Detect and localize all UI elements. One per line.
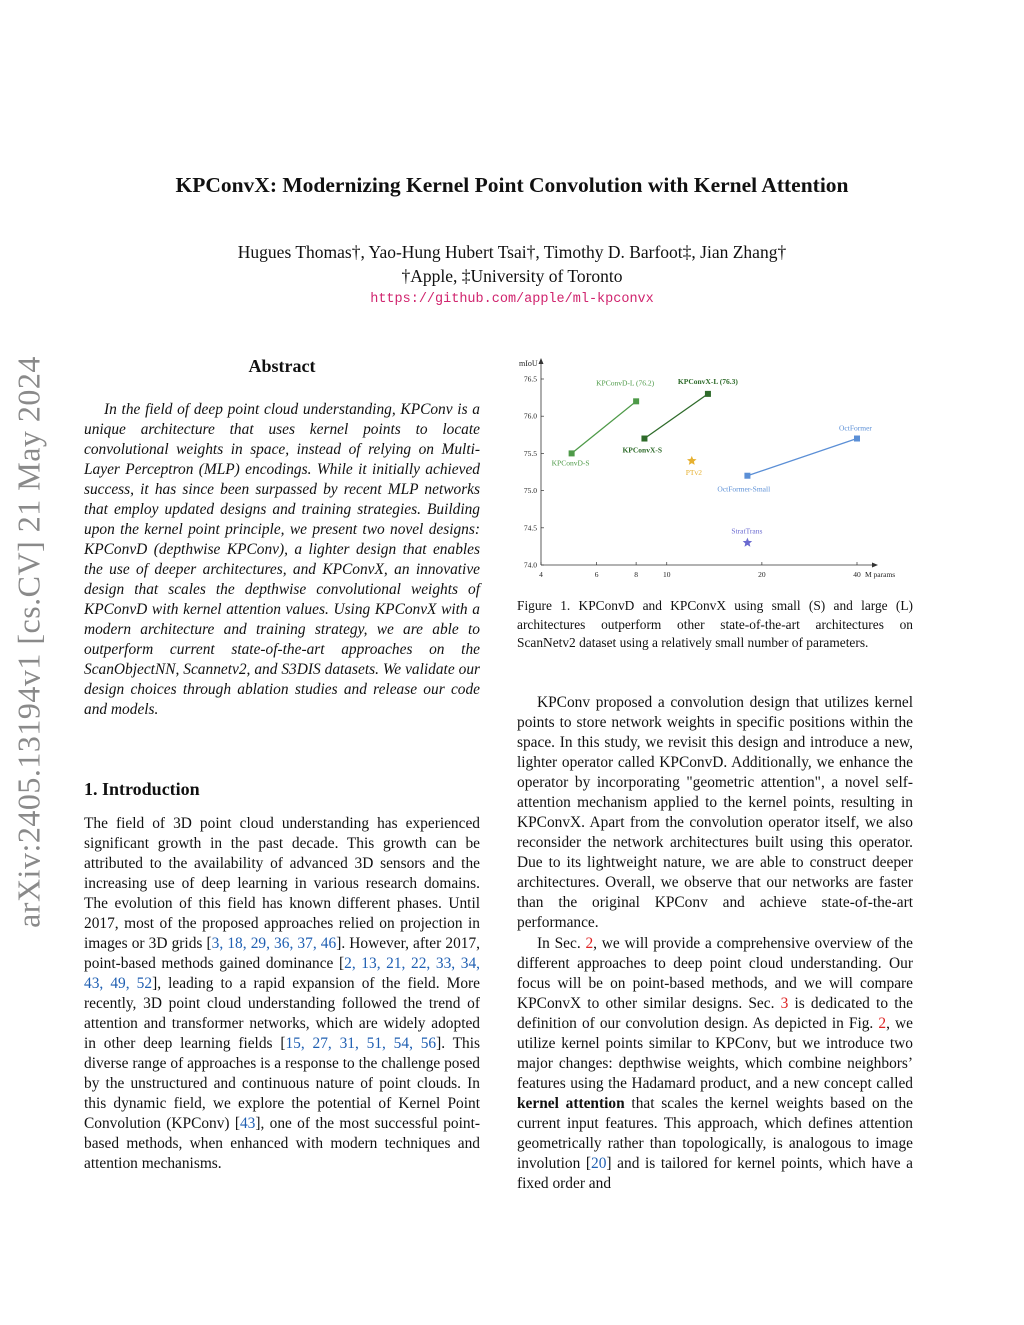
right-column-paragraph-2: [517, 934, 913, 1194]
kpconvd-point-label: KPConvD-L (76.2): [596, 378, 655, 388]
figure-1-chart: [512, 352, 912, 587]
ptv2-point: [687, 456, 697, 465]
octformer-line: [747, 439, 857, 476]
section-ref-2[interactable]: 2: [585, 935, 594, 952]
arxiv-stamp-text: arXiv:2405.13194v1 [cs.CV] 21 May 2024: [10, 356, 47, 928]
rcol-p2-text: [517, 934, 913, 1194]
y-tick-label: 75.0: [523, 486, 537, 496]
y-tick-label: 74.5: [523, 523, 537, 533]
x-axis-arrow: [872, 563, 878, 568]
intro-text-d: ]. This diverse range of approaches is a response to the challenge posed by the unstructured and continuous nature of point clouds. In this dynamic field, we explore the potential of Kernel Point Convolution (KPConv) [: [84, 1035, 480, 1132]
right-column-paragraph-1: [517, 693, 913, 933]
kpconvx-line: [644, 394, 707, 439]
section-ref-3[interactable]: 3: [780, 995, 789, 1012]
intro-paragraph: [84, 814, 480, 1174]
paper-title: KPConvX: Modernizing Kernel Point Convolution with Kernel Attention: [175, 173, 849, 197]
rcol-text-d: , we utilize kernel points similar to KPConv, but we introduce two major changes: depthwise weights, which combine neighbors’ features using the Hadamard product, and a new concept called: [517, 1015, 913, 1092]
kpconvx-point-label: KPConvX-L (76.3): [677, 376, 738, 386]
kpconvd-point-label: KPConvD-S: [551, 458, 590, 468]
kpconvx-point: [641, 436, 647, 442]
intro-p1: [84, 814, 480, 1174]
strattrans-point-label: StratTrans: [731, 526, 763, 536]
x-tick-label: 4: [539, 570, 543, 579]
x-tick-label: 40: [853, 570, 861, 579]
rcol-text-e: that scales the kernel weights based on the current input features. This approach, which defines attention geometrically rather than topologically, is analogous to image involution [: [517, 1095, 913, 1172]
kpconvx-point-label: KPConvX-S: [622, 445, 663, 455]
x-tick-label: 10: [662, 570, 671, 579]
kpconvd-point: [633, 398, 639, 404]
strattrans-point: [743, 538, 753, 547]
citation-group-4[interactable]: 43: [239, 1115, 256, 1132]
figure-1-caption: Figure 1. KPConvD and KPConvX using small (S) and large (L) architectures outperform other state-of-the-art architectures on ScanNetv2 dataset using a relatively small number of parameters.: [517, 598, 913, 650]
intro-text-e: ], one of the most successful point-based methods, when enhanced with modern techniques and attention mechanisms.: [84, 1115, 480, 1172]
y-tick-label: 75.5: [523, 448, 537, 458]
code-link[interactable]: https://github.com/apple/ml-kpconvx: [370, 292, 654, 307]
rcol-text-c: is dedicated to the definition of our convolution design. As depicted in Fig.: [517, 995, 913, 1032]
x-tick-label: 20: [758, 570, 766, 579]
kpconvd-point: [569, 450, 575, 456]
x-tick-label: 6: [594, 570, 599, 579]
citation-group-3[interactable]: 15, 27, 31, 51, 54, 56: [285, 1035, 437, 1052]
ptv2-point-label: PTv2: [685, 467, 703, 477]
y-tick-label: 76.0: [523, 411, 537, 421]
intro-text-a: The field of 3D point cloud understanding has experienced significant growth in the past decade. This growth can be attributed to the availability of advanced 3D sensors and the increasing use of deep learning in various research domains. The evolution of this field has known different phases. Until 2017, most of the proposed approaches relied on projection in images or 3D grids [: [84, 815, 480, 952]
citation-group-1[interactable]: 3, 18, 29, 36, 37, 46: [211, 935, 337, 952]
octformer-point-label: OctFormer: [839, 423, 872, 433]
rcol-text-a: In Sec.: [537, 935, 586, 952]
intro-text-b: ]. However, after 2017, point-based methods gained dominance [: [84, 935, 480, 972]
octformer-point: [854, 436, 860, 442]
affiliations: †Apple, ‡University of Toronto: [401, 266, 623, 286]
x-axis-label: M params: [865, 570, 896, 579]
abstract-heading: Abstract: [248, 356, 316, 376]
y-axis-label: mIoU: [519, 359, 538, 368]
citation-20[interactable]: 20: [591, 1155, 607, 1172]
intro-text-c: ], leading to a rapid expansion of the field. More recently, 3D point cloud understanding followed the trend of attention and transformer networks, which are widely adopted in other deep learning fields [: [84, 975, 481, 1052]
octformer-point: [744, 473, 750, 479]
y-tick-label: 76.5: [523, 374, 537, 384]
kpconvx-point: [705, 391, 711, 397]
x-tick-label: 8: [634, 570, 639, 579]
y-tick-label: 74.0: [523, 560, 537, 570]
octformer-point-label: OctFormer-Small: [717, 484, 771, 494]
y-axis-arrow: [539, 358, 544, 364]
figure-ref-2[interactable]: 2: [878, 1015, 887, 1032]
citation-group-2[interactable]: 2, 13, 21, 22, 33, 34, 43, 49, 52: [84, 955, 480, 992]
rcol-text-b: , we will provide a comprehensive overview of the different approaches to deep point cloud understanding. Our focus will be on point-based methods, and we will compare KPConvX to other similar designs. Sec.: [517, 935, 913, 1012]
author-list: Hugues Thomas†, Yao-Hung Hubert Tsai†, Timothy D. Barfoot‡, Jian Zhang†: [237, 242, 787, 262]
rcol-text-f: ] and is tailored for kernel points, which have a fixed order and: [517, 1155, 914, 1192]
abstract-text: [84, 400, 480, 720]
kernel-attention-term: kernel attention: [517, 1095, 625, 1112]
section-heading-introduction: 1. Introduction: [84, 779, 200, 799]
abstract-paragraph: In the field of deep point cloud understanding, KPConv is a unique architecture that uses kernel points to locate convolutional weights in space, instead of relying on Multi-Layer Perceptron (MLP) encodings. While it initially achieved success, it has since been surpassed by recent MLP networks that employ updated designs and training strategies. Building upon the kernel point principle, we present two novel designs: KPConvD (depthwise KPConv), a lighter design that enables the use of deeper architectures, and KPConvX, an innovative design that scales the depthwise convolutional weights of KPConvD with kernel attention values. Using KPConvX with a modern architecture and training strategy, we are able to outperform current state-of-the-art approaches on the ScanObjectNN, Scannetv2, and S3DIS datasets. We validate our design choices through ablation studies and release our code and models.: [84, 401, 480, 718]
arxiv-stamp: [8, 342, 50, 942]
rcol-p1-text: KPConv proposed a convolution design that utilizes kernel points to store network weights in specific positions within the space. In this study, we revisit this design and introduce a new, lighter operator called KPConvD. Additionally, we enhance the operator by incorporating "geometric attention", a novel self-attention mechanism applied to the kernel points, resulting in KPConvX. Apart from the convolution operator itself, we also reconsider the network architectures built using this operator. Due to its lightweight nature, we are able to construct deeper architectures. Overall, we observe that our networks are faster than the original KPConv and achieve state-of-the-art performance.: [517, 694, 913, 931]
